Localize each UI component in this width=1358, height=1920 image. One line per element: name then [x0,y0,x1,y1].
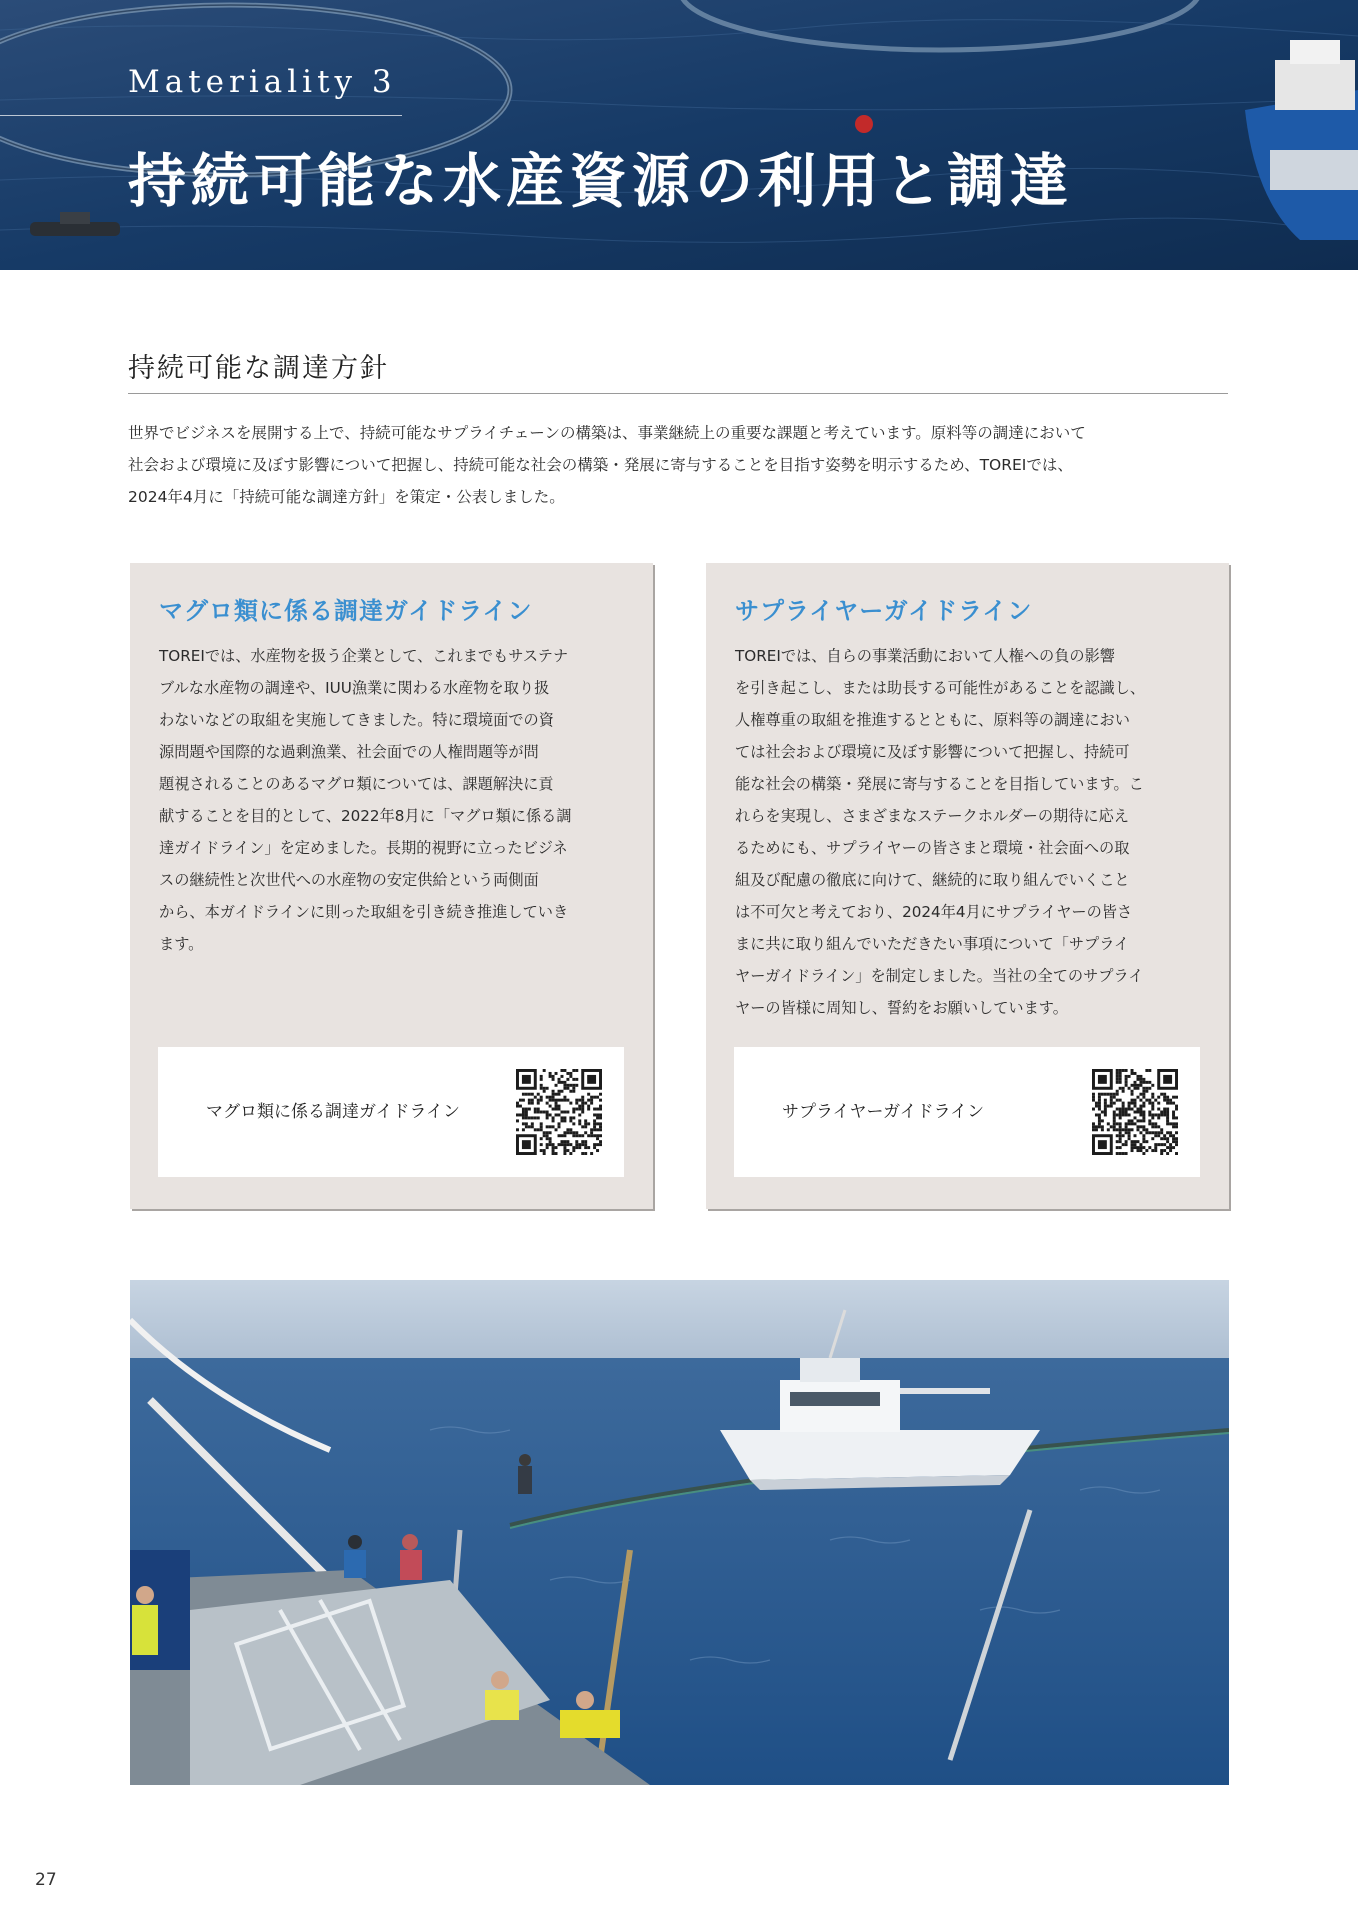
card-body-line: ては社会および環境に及ぼす影響について把握し、持続可 [735,743,1130,761]
card-body-line: 達ガイドライン」を定めました。長期的視野に立ったビジネ [159,839,568,857]
card-body-line: ブルな水産物の調達や、IUU漁業に関わる水産物を取り扱 [159,679,550,697]
card-body-line: るためにも、サプライヤーの皆さまと環境・社会面への取 [735,839,1130,857]
link-label: マグロ類に係る調達ガイドライン [206,1102,460,1122]
page-title: 持続可能な水産資源の利用と調達 [128,147,1074,215]
card-body-line: れらを実現し、さまざまなステークホルダーの期待に応え [735,807,1129,825]
card-title: サプライヤーガイドライン [735,597,1033,625]
tuna-guideline-link[interactable] [158,1047,624,1177]
card-body-line: TOREIでは、自らの事業活動において人権への負の影響 [735,647,1115,665]
card-body-line: 能な社会の構築・発展に寄与することを目指しています。こ [735,775,1144,793]
page-number: 27 [35,1870,57,1890]
section-divider [128,393,1228,394]
fishing-operation-photo [130,1280,1229,1785]
card-body-line: から、本ガイドラインに則った取組を引き続き推進していき [159,903,569,921]
card-body-line: わないなどの取組を実施してきました。特に環境面での資 [159,711,554,729]
card-tuna-guideline [130,563,653,1209]
qr-code-icon[interactable] [1092,1069,1178,1155]
card-body-line: を引き起こし、または助長する可能性があることを認識し、 [735,679,1146,697]
card-body [159,640,639,960]
intro-line: 2024年4月に「持続可能な調達方針」を策定・公表しました。 [128,488,565,506]
card-body-line: 題視されることのあるマグロ類については、課題解決に貢 [159,775,554,793]
header-banner [0,0,1358,270]
card-body-line: は不可欠と考えており、2024年4月にサプライヤーの皆さ [735,903,1133,921]
card-body-line: 組及び配慮の徹底に向けて、継続的に取り組んでいくこと [735,871,1130,889]
card-title: マグロ類に係る調達ガイドライン [159,597,533,625]
card-body-line: スの継続性と次世代への水産物の安定供給という両側面 [159,871,539,889]
card-body-line: ます。 [159,935,204,953]
link-label: サプライヤーガイドライン [782,1102,985,1122]
materiality-number: Materiality 3 [128,64,397,100]
intro-line: 世界でビジネスを展開する上で、持続可能なサプライチェーンの構築は、事業継続上の重要な課題と考えています。原料等の調達において [128,424,1086,442]
photo-illustration [130,1280,1229,1785]
card-body-line: 人権尊重の取組を推進するとともに、原料等の調達におい [735,711,1130,729]
card-body-line: 源問題や国際的な過剰漁業、社会面での人権問題等が問 [159,743,539,761]
kicker-rule [0,115,402,116]
card-body [735,640,1215,1024]
intro-line: 社会および環境に及ぼす影響について把握し、持続可能な社会の構築・発展に寄与することを目指す姿勢を明示するため、TOREIでは、 [128,456,1073,474]
supplier-guideline-link[interactable] [734,1047,1200,1177]
card-body-line: ヤーの皆様に周知し、誓約をお願いしています。 [735,999,1068,1017]
card-body-line: まに共に取り組んでいただきたい事項について「サプライ [735,935,1130,953]
card-body-line: TOREIでは、水産物を扱う企業として、これまでもサステナ [159,647,569,665]
card-body-line: 献することを目的として、2022年8月に「マグロ類に係る調 [159,807,572,825]
qr-code-icon[interactable] [516,1069,602,1155]
card-body-line: ヤーガイドライン」を制定しました。当社の全てのサプライ [735,967,1144,985]
card-supplier-guideline [706,563,1229,1209]
intro-paragraph [128,417,1238,513]
section-heading: 持続可能な調達方針 [128,353,389,384]
